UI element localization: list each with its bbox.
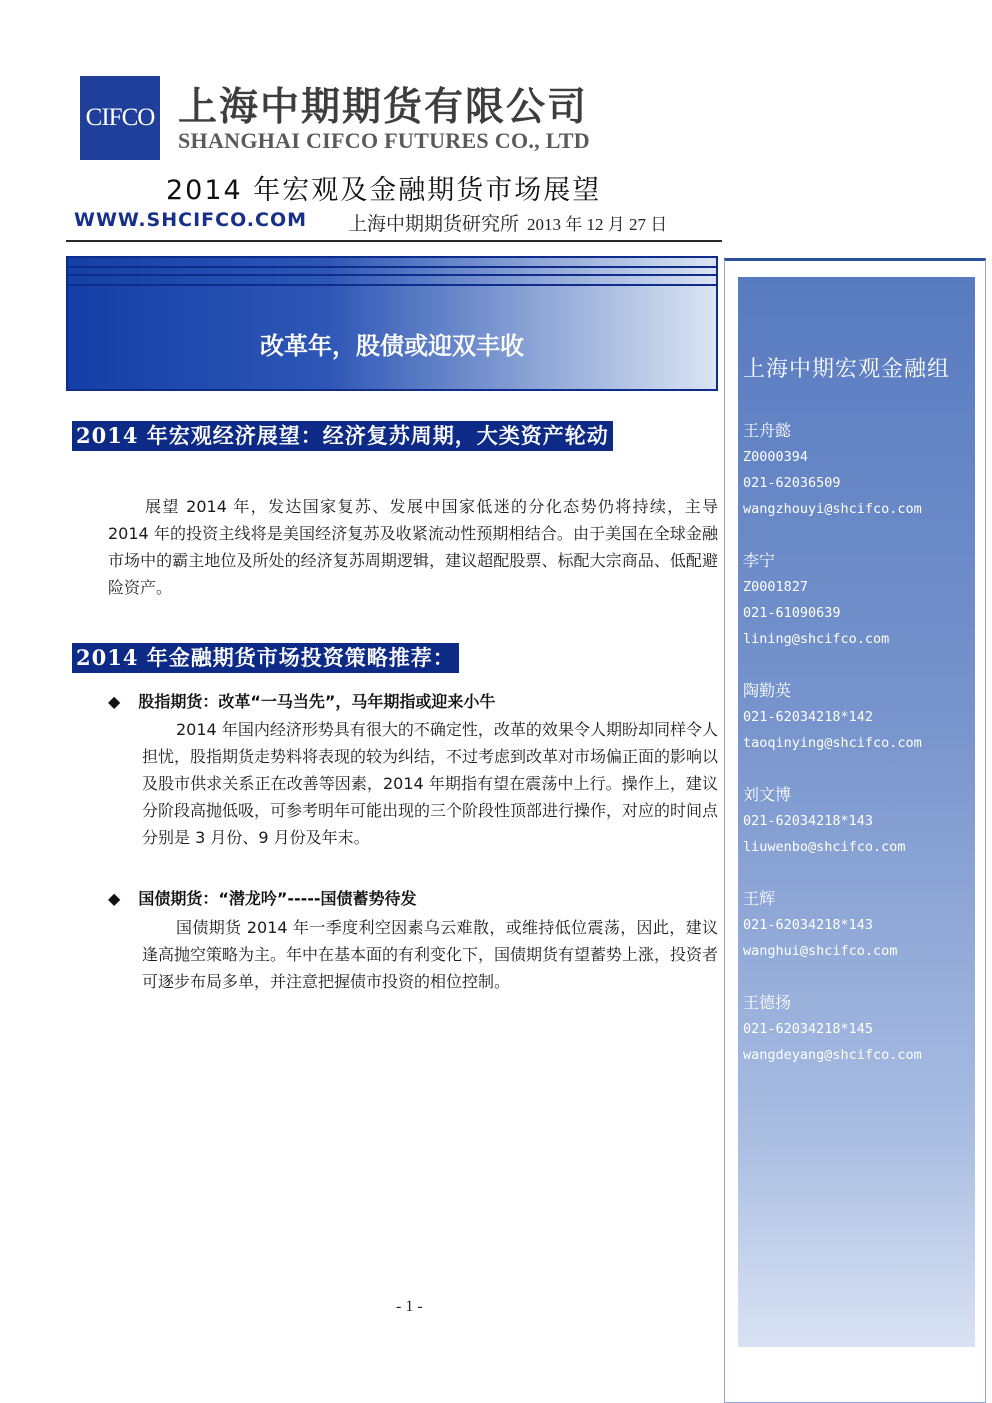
contact-email[interactable]: wangdeyang@shcifco.com [743,1047,922,1063]
contact-name: 李宁 [743,551,776,570]
logo-text: CIFCO [85,104,155,131]
contact-card [743,418,922,522]
headline-banner [66,256,718,391]
contact-phone: 021-62034218*143 [743,917,874,933]
banner-stripe [68,266,716,268]
report-title: 2014 年宏观及金融期货市场展望 [166,175,602,206]
stock-index-heading: 股指期货：改革“一马当先”，马年期指或迎来小牛 [138,692,496,711]
banner-headline: 改革年，股债或迎双丰收 [260,332,524,360]
strategy-item-heading [108,689,495,712]
bond-futures-heading: 国债期货：“潜龙吟”-----国债蓄势待发 [138,889,417,908]
diamond-bullet-icon: ◆ [108,889,121,908]
page-number: - 1 - [396,1298,423,1315]
institute-line [348,209,667,236]
company-logo [80,76,160,160]
contact-name: 王辉 [743,889,776,908]
report-date: 2013 年 12 月 27 日 [527,215,668,234]
contact-email[interactable]: liuwenbo@shcifco.com [743,839,906,855]
contact-card [743,990,922,1068]
banner-stripe [68,284,716,286]
section-title-macro: 2014 年宏观经济展望：经济复苏周期，大类资产轮动 [72,421,613,451]
contact-phone: 021-61090639 [743,605,841,621]
contact-phone: 021-62034218*143 [743,813,874,829]
contact-card [743,782,906,860]
contact-license: Z0001827 [743,579,809,595]
section-title-strategy: 2014 年金融期货市场投资策略推荐： [72,643,459,673]
website-link[interactable]: WWW.SHCIFCO.COM [74,209,308,231]
contact-phone: 021-62036509 [743,475,841,491]
contact-name: 陶勤英 [743,681,792,700]
institute-name: 上海中期期货研究所 [348,213,520,235]
diamond-bullet-icon: ◆ [108,692,121,711]
contact-email[interactable]: lining@shcifco.com [743,631,890,647]
contact-name: 王舟懿 [743,421,792,440]
contact-license: Z0000394 [743,449,809,465]
contact-email[interactable]: wangzhouyi@shcifco.com [743,501,922,517]
contact-email[interactable]: taoqinying@shcifco.com [743,735,922,751]
contact-card [743,678,922,756]
company-name-en: SHANGHAI CIFCO FUTURES CO., LTD [178,128,590,153]
contact-card [743,548,889,652]
banner-stripe [68,274,716,276]
macro-outlook-paragraph: 展望 2014 年，发达国家复苏、发展中国家低迷的分化态势仍将持续，主导 2014 年的投资主线将是美国经济复苏及收紧流动性预期相结合。由于美国在全球金融市场中的霸主地位及所处的经济复苏周期逻辑，建议超配股票、标配大宗商品、低配避险资产。 [108,497,718,597]
contact-phone: 021-62034218*145 [743,1021,874,1037]
contact-email[interactable]: wanghui@shcifco.com [743,943,898,959]
header-divider [66,240,722,242]
stock-index-paragraph: 2014 年国内经济形势具有很大的不确定性，改革的效果令人期盼却同样令人担忧，股指期货走势料将表现的较为纠结，不过考虑到改革对市场偏正面的影响以及股市供求关系正在改善等因素，2014 年期指有望在震荡中上行。操作上，建议分阶段高抛低吸，可参考明年可能出现的三个阶段性顶部进行操作，对应的时间点分别是 3 月份、9 月份及年末。 [142,720,719,847]
contact-card [743,886,897,964]
contact-name: 刘文博 [743,785,792,804]
bond-futures-paragraph: 国债期货 2014 年一季度利空因素乌云难散，或维持低位震荡，因此，建议逢高抛空策略为主。年中在基本面的有利变化下，国债期货有望蓄势上涨，投资者可逐步布局多单，并注意把握债市投资的相位控制。 [142,918,719,991]
contact-phone: 021-62034218*142 [743,709,874,725]
sidebar-heading: 上海中期宏观金融组 [743,357,951,382]
strategy-item-heading [108,886,417,909]
company-name-cn: 上海中期期货有限公司 [178,85,589,130]
contact-name: 王德扬 [743,993,792,1012]
